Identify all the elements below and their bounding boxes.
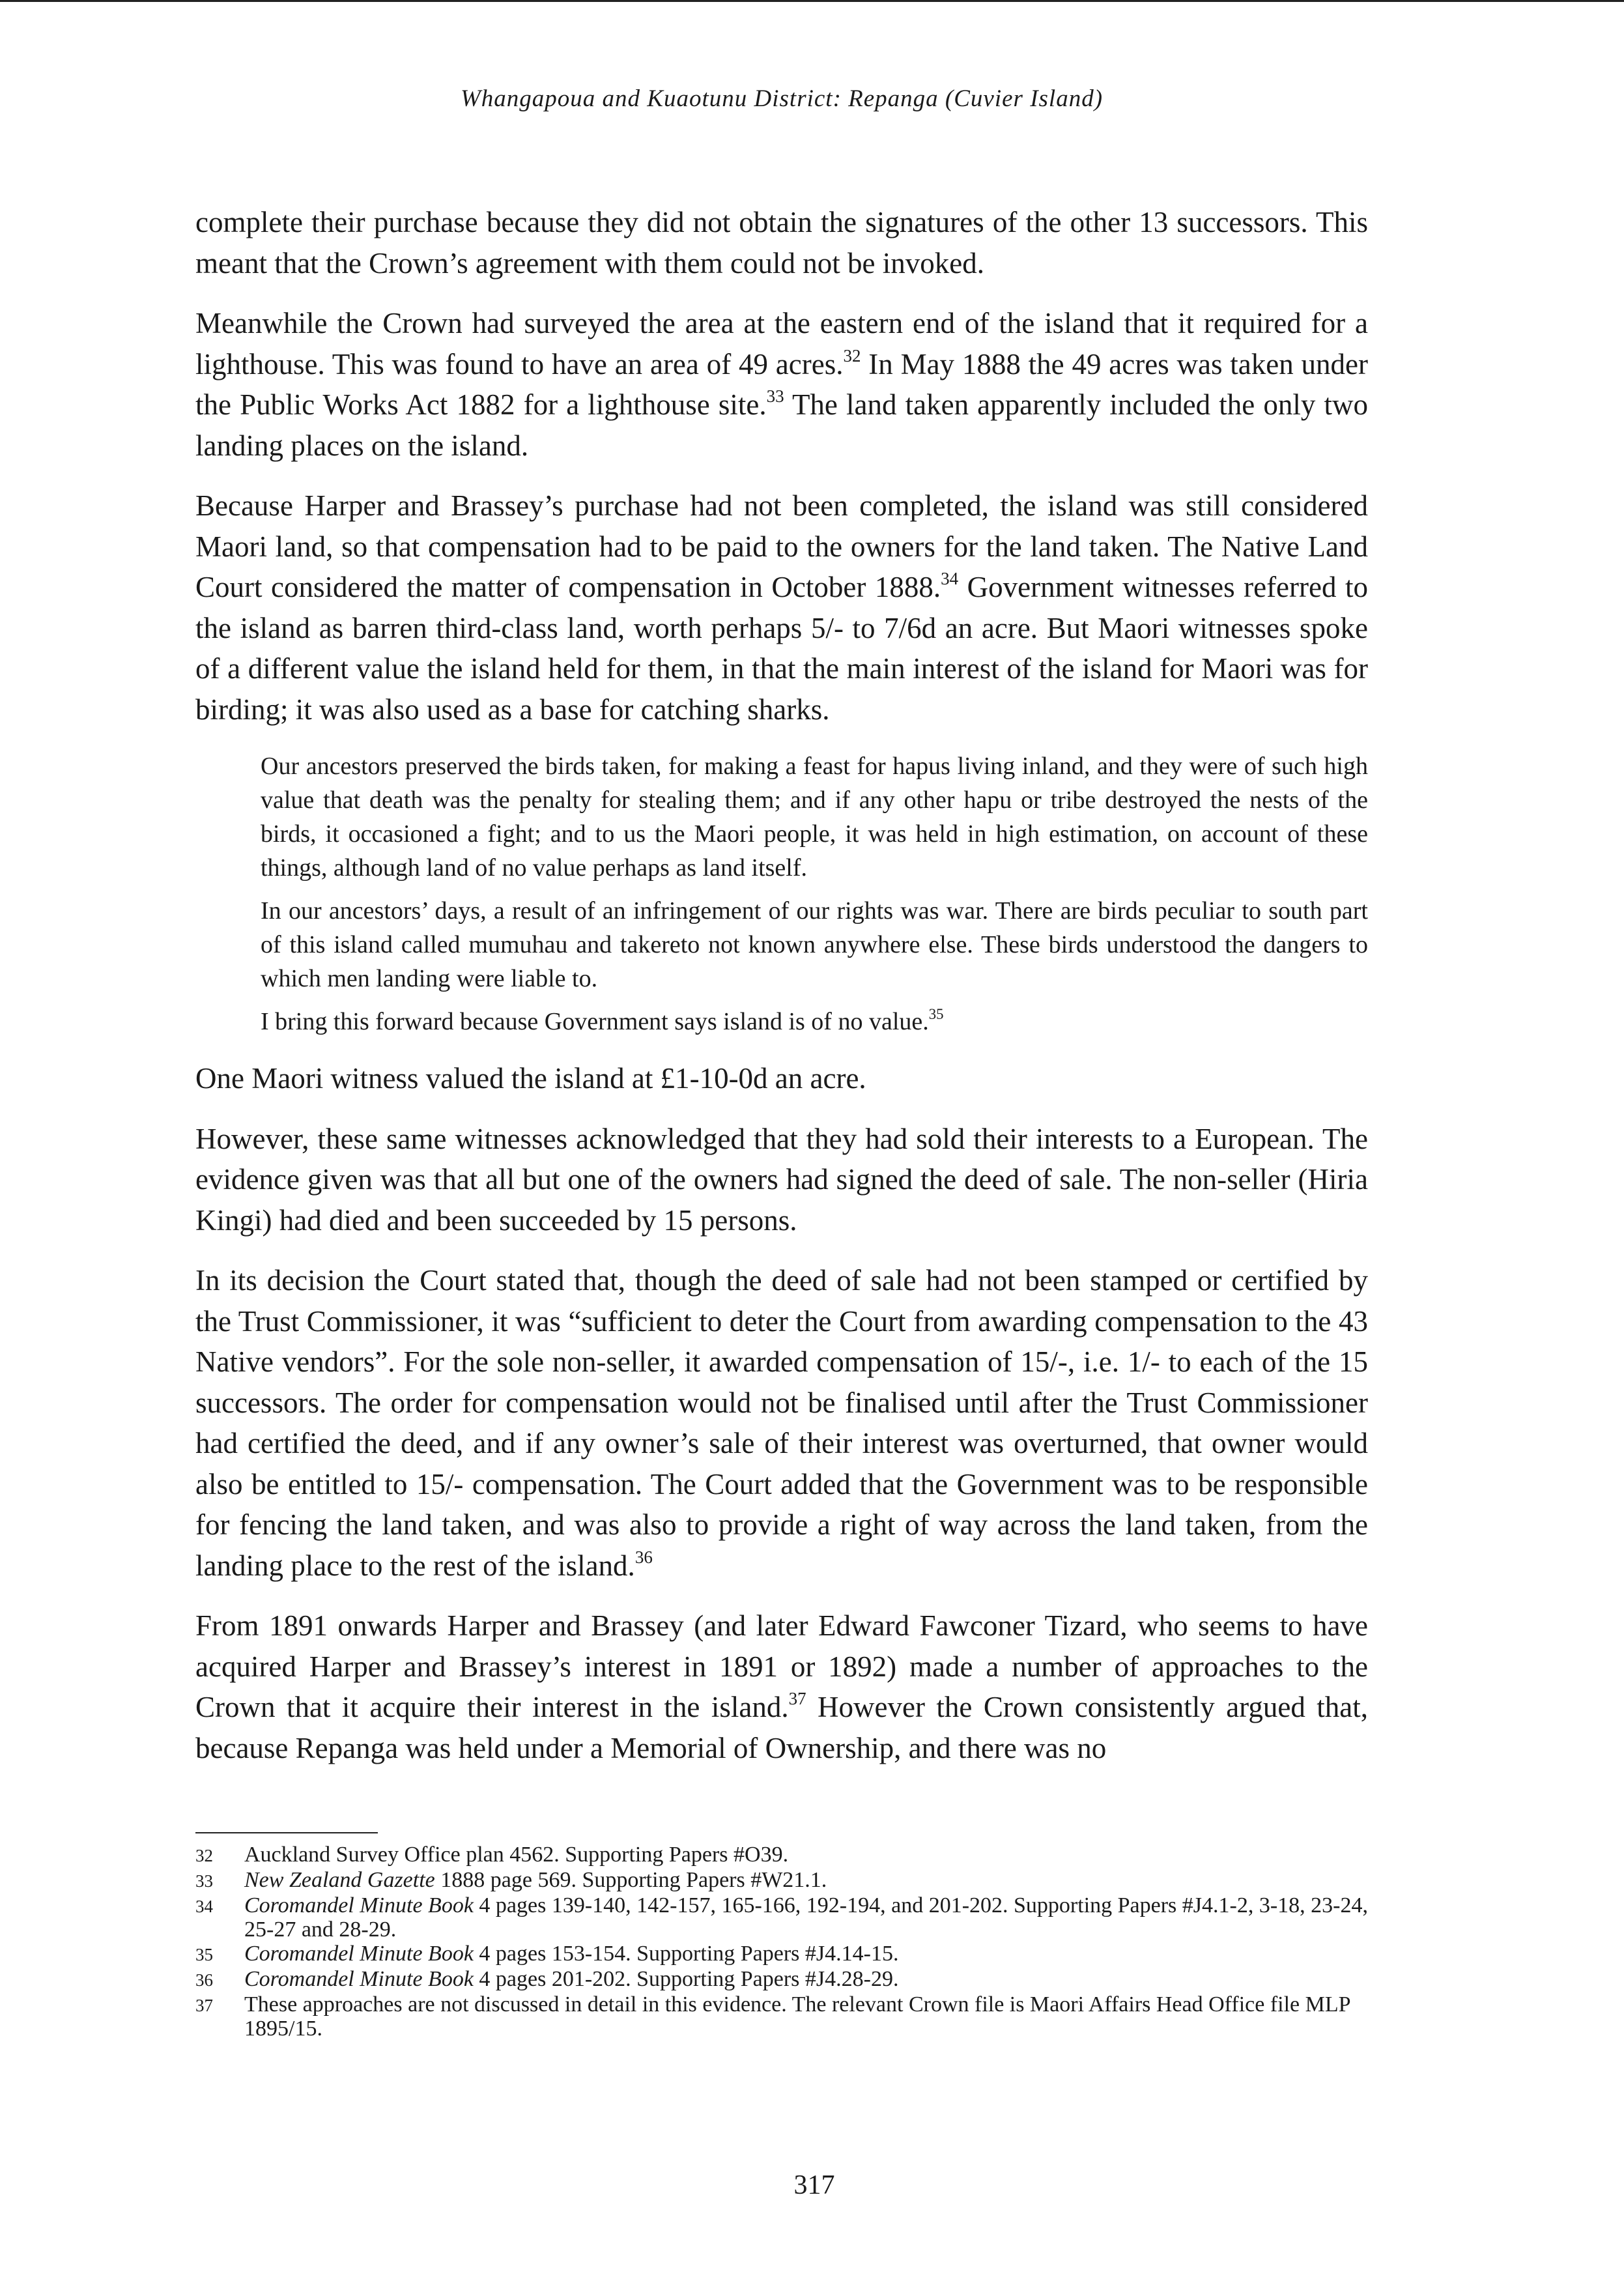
footnote-ref[interactable]: 34 [941,569,959,589]
footnote-number: 35 [195,1945,213,1964]
footnote-ref[interactable]: 32 [843,345,861,366]
footnote-text: Coromandel Minute Book 4 pages 153-154. Supporting Papers #J4.14-15. [244,1942,899,1966]
footnote-ref[interactable]: 33 [766,386,784,407]
footnote-ref[interactable]: 36 [634,1547,653,1567]
paragraph: complete their purchase because they did not obtain the signatures of the other 13 successors. This meant that the Crown’s agreement with them could not be invoked. [195,206,1368,280]
running-head: Whangapoua and Kuaotunu District: Repanga (Cuvier Island) [460,85,1104,112]
footnote-text: These approaches are not discussed in detail in this evidence. The relevant Crown file is Maori Affairs Head Office file MLP 1895/15. [244,1992,1350,2041]
quote-paragraph: I bring this forward because Government says island is of no value.$^{35}$ [261,1006,944,1035]
footnote-text: Auckland Survey Office plan 4562. Supporting Papers #O39. [244,1843,789,1867]
footnote [195,1992,1375,2041]
quote-paragraph: Our ancestors preserved the birds taken, for making a feast for hapus living inland, and they were of such high value that death was the penalty for stealing them; and if any other hapu or tribe destroyed the nests of the birds, it occasioned a fight; and to us the Maori people, it was held in high estimation, on account of these things, although land of no value perhaps as land itself. [261,753,1368,882]
page-number: 317 [793,2170,835,2200]
footnotes [195,1843,1375,2041]
footnote-number: 36 [195,1970,213,1990]
paragraph: However, these same witnesses acknowledged that they had sold their interests to a European. The evidence given was that all but one of the owners had signed the deed of sale. The non-seller (Hiria Kingi) had died and been succeeded by 15 persons. [195,1122,1368,1237]
block-quote [261,749,1368,1039]
paragraph: One Maori witness valued the island at £1-10-0d an acre. [195,1062,866,1095]
paragraph: Because Harper and Brassey’s purchase had not been completed, the island was still considered Maori land, so that compensation had to be paid to the owners for the land taken. The Native Land Court considered the matter of compensation in October 1888.34 Government witnesses referred to the island as barren third-class land, worth perhaps 5/- to 7/6d an acre. But Maori witnesses spoke of a different value the island held for them, in that the main interest of the island for Maori was for birding; it was also used as a base for catching sharks. [195,489,1368,726]
footnote [195,1843,1375,1868]
paragraph: From 1891 onwards Harper and Brassey (and later Edward Fawconer Tizard, who seems to have acquired Harper and Brassey’s interest in 1891 or 1892) made a number of approaches to the Crown that it acquire their interest in the island.$^{37}$ However the Crown consistently argued that, because Repanga was held under a Memorial of Ownership, and there was no [195,1609,1368,1764]
footnote-ref[interactable]: 37 [788,1689,806,1709]
footnote-number: 33 [195,1871,213,1891]
quote-paragraph: In our ancestors’ days, a result of an infringement of our rights was war. There are birds peculiar to south part of this island called mumuhau and takereto not known anywhere else. These birds understood the dangers to which men landing were liable to. [261,897,1368,992]
top-border-line [0,0,1624,2]
paragraph: In its decision the Court stated that, though the deed of sale had not been stamped or certified by the Trust Commissioner, it was “sufficient to deter the Court from awarding compensation to the 43 Native vendors”. For the sole non-seller, it awarded compensation of 15/-, i.e. 1/- to each of the 15 successors. The order for compensation would not be finalised until after the Trust Commissioner had certified the deed, and if any owner’s sale of their interest was overturned, that owner would also be entitled to 15/- compensation. The Court added that the Government was to be responsible for fencing the land taken, and was also to provide a right of way across the land taken, from the landing place to the rest of the island.$^{36}$ [195,1264,1368,1582]
footnote-divider [195,1832,378,1833]
footnote [195,1942,1375,1967]
footnote-number: 32 [195,1846,213,1865]
footnote [195,1868,1375,1893]
footnote-number: 37 [195,1996,213,2015]
footnote-text: Coromandel Minute Book 4 pages 201-202. Supporting Papers #J4.28-29. [244,1967,899,1991]
paragraph: Meanwhile the Crown had surveyed the area at the eastern end of the island that it required for a lighthouse. This was found to have an area of 49 acres.$^{32}$ In May 1888 the 49 acres was taken under the Public Works Act 1882 for a lighthouse site.$^{33}$ The land taken apparently included the only two landing places on the island. [195,307,1368,462]
footnote-number: 34 [195,1897,213,1916]
footnote [195,1967,1375,1992]
footnote-text: New Zealand Gazette 1888 page 569. Supporting Papers #W21.1. [244,1868,827,1892]
footnote [195,1893,1375,1942]
footnote-text: Coromandel Minute Book 4 pages 139-140, 142-157, 165-166, 192-194, and 201-202. Supporting Papers #J4.1-2, 3-18, 23-24, 25-27 and 28-29. [244,1893,1368,1942]
footnote-ref[interactable]: 35 [928,1006,944,1023]
body-text [195,202,1368,1788]
